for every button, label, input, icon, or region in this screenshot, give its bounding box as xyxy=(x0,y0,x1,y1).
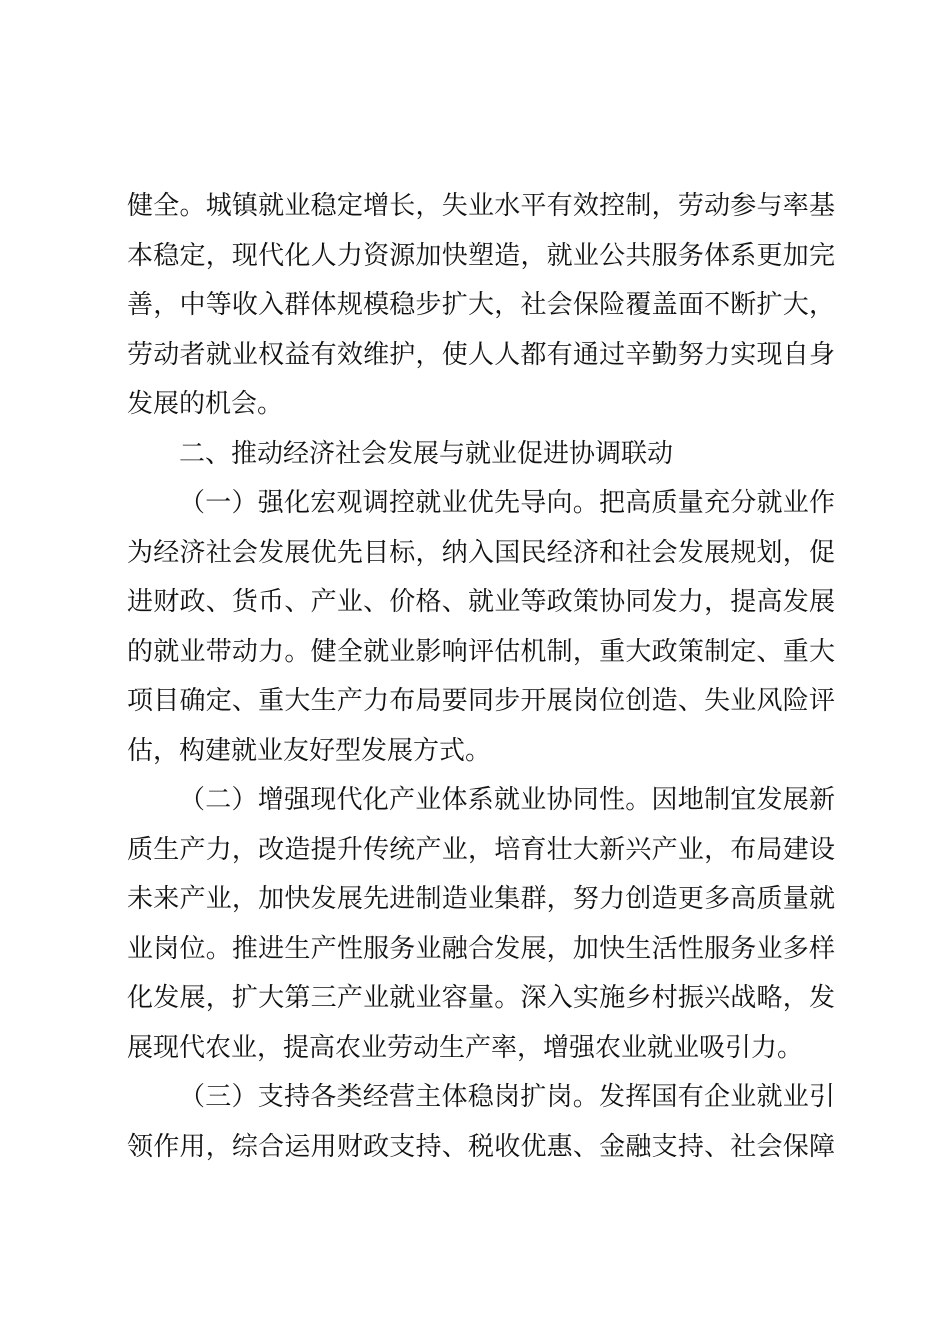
text-line: 领作用，综合运用财政支持、税收优惠、金融支持、社会保障 xyxy=(127,1131,835,1162)
text-line: 估，构建就业友好型发展方式。 xyxy=(127,735,492,766)
document-body xyxy=(127,182,835,1172)
text-line: 未来产业，加快发展先进制造业集群，努力创造更多高质量就 xyxy=(127,884,835,914)
text-line: 质生产力，改造提升传统产业，培育壮大新兴产业，布局建设 xyxy=(127,834,835,865)
paragraph-first-line: （一）强化宏观调控就业优先导向。把高质量充分就业作 xyxy=(179,488,835,518)
text-line: 化发展，扩大第三产业就业容量。深入实施乡村振兴战略，发 xyxy=(127,983,835,1013)
text-line: 的就业带动力。健全就业影响评估机制，重大政策制定、重大 xyxy=(127,636,835,667)
paragraph-first-line: （三）支持各类经营主体稳岗扩岗。发挥国有企业就业引 xyxy=(179,1082,835,1112)
section-heading: 二、推动经济社会发展与就业促进协调联动 xyxy=(179,438,674,469)
text-line: 发展的机会。 xyxy=(127,389,284,419)
text-line: 业岗位。推进生产性服务业融合发展，加快生活性服务业多样 xyxy=(127,933,835,964)
text-line: 进财政、货币、产业、价格、就业等政策协同发力，提高发展 xyxy=(127,587,835,617)
text-line: 本稳定，现代化人力资源加快塑造，就业公共服务体系更加完 xyxy=(127,240,835,271)
text-line: 为经济社会发展优先目标，纳入国民经济和社会发展规划，促 xyxy=(127,537,835,568)
text-line: 劳动者就业权益有效维护，使人人都有通过辛勤努力实现自身 xyxy=(127,339,835,370)
text-line: 健全。城镇就业稳定增长，失业水平有效控制，劳动参与率基 xyxy=(127,191,835,221)
text-line: 项目确定、重大生产力布局要同步开展岗位创造、失业风险评 xyxy=(127,686,835,716)
paragraph-first-line: （二）增强现代化产业体系就业协同性。因地制宜发展新 xyxy=(179,785,835,815)
text-line: 善，中等收入群体规模稳步扩大，社会保险覆盖面不断扩大， xyxy=(127,290,835,320)
text-line: 展现代农业，提高农业劳动生产率，增强农业就业吸引力。 xyxy=(127,1032,804,1063)
